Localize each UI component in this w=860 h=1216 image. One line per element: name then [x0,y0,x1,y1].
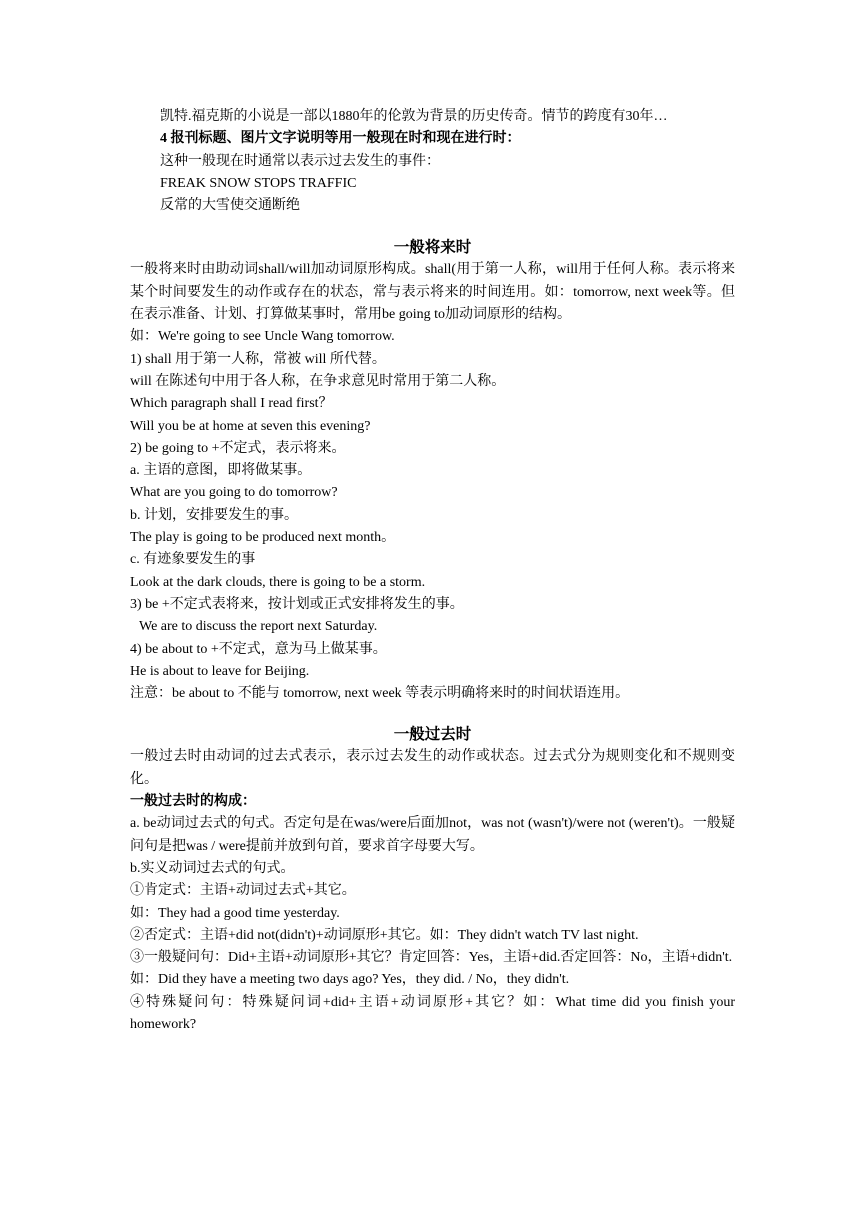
past-be-paragraph: a. be动词过去式的句式。否定句是在was/were后面加not，was not (wasn't)/were not (weren't)。一般疑问句是把was / were提前并放到句首，要求首字母要大写。 [130,816,735,854]
past-line: ①肯定式：主语+动词过去式+其它。 [130,883,356,899]
past-question-paragraph: ③一般疑问句：Did+主语+动词原形+其它？肯定回答：Yes，主语+did.否定回答：No，主语+didn't. [130,950,733,966]
section-title-past: 一般过去时 [393,726,472,744]
future-line: Will you be at home at seven this evening? [130,418,371,434]
intro-line: 凯特.福克斯的小说是一部以1880年的伦敦为背景的历史传奇。情节的跨度有30年… [160,109,668,124]
headline-example-en: FREAK SNOW STOPS TRAFFIC [160,175,357,191]
future-line: 3) be +不定式表将来，按计划或正式安排将发生的事。 [130,596,464,612]
future-line: b. 计划，安排要发生的事。 [130,507,298,523]
future-intro-paragraph: 一般将来时由助动词shall/will加动词原形构成。shall(用于第一人称，will用于任何人称。表示将来某个时间要发生的动作或存在的状态，常与表示将来的时间连用。如：tomorrow, next week等。但在表示准备、计划、打算做某事时，常用be going to加动词原形的结构。 [130,262,735,323]
future-line: 4) be about to +不定式，意为马上做某事。 [130,641,387,657]
future-line: The play is going to be produced next month。 [130,530,396,546]
document-page [130,106,735,1036]
section-title-future: 一般将来时 [393,239,472,257]
future-line-indented: We are to discuss the report next Saturday. [139,619,378,635]
past-wh-question-paragraph: ④特殊疑问句：特殊疑问词+did+主语+动词原形+其它？如：What time did you finish your homework? [130,994,735,1032]
future-line: will 在陈述句中用于各人称，在争求意见时常用于第二人称。 [130,373,506,389]
future-note: 注意：be about to 不能与 tomorrow, next week 等表示明确将来时的时间状语连用。 [130,686,630,702]
future-line: He is about to leave for Beijing. [130,663,310,679]
past-intro-paragraph: 一般过去时由动词的过去式表示，表示过去发生的动作或状态。过去式分为规则变化和不规则变化。 [130,749,735,787]
future-line: Look at the dark clouds, there is going to be a storm. [130,574,426,590]
future-line: 2) be going to +不定式，表示将来。 [130,440,346,456]
point-4-heading: 4 报刊标题、图片文字说明等用一般现在时和现在进行时： [160,131,521,147]
past-line: 如：Did they have a meeting two days ago? Yes，they did. / No，they didn't. [130,972,570,988]
future-line: 如：We're going to see Uncle Wang tomorrow. [130,329,395,345]
headline-example-zh: 反常的大雪使交通断绝 [160,198,300,214]
future-line: 1) shall 用于第一人称，常被 will 所代替。 [130,351,386,367]
future-line: What are you going to do tomorrow? [130,485,338,501]
future-line: c. 有迹象要发生的事 [130,552,256,568]
future-line: a. 主语的意图，即将做某事。 [130,463,312,479]
past-line: ②否定式：主语+did not(didn't)+动词原形+其它。如：They didn't watch TV last night. [130,927,639,943]
past-line: b.实义动词过去式的句式。 [130,860,295,876]
past-line: 如：They had a good time yesterday. [130,905,340,921]
past-subheading: 一般过去时的构成： [130,794,256,810]
intro-line: 这种一般现在时通常以表示过去发生的事件： [160,153,440,169]
future-line: Which paragraph shall I read first？ [130,396,333,412]
